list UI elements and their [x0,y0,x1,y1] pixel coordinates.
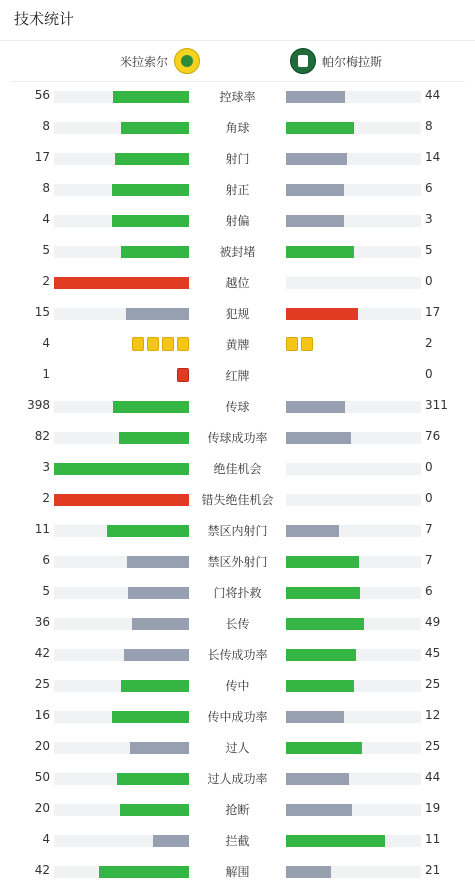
away-team-logo-icon [290,48,316,74]
stat-bar-fill [286,742,362,754]
away-stat-value: 25 [425,677,441,691]
home-stat-bar [54,153,189,165]
home-stat-bar [54,308,189,320]
away-stat-bar [286,494,421,506]
stat-label: 错失绝佳机会 [201,493,274,507]
home-stat-bar [54,711,189,723]
stat-row [0,236,475,267]
stat-bar-fill [112,184,189,196]
away-stat-bar [286,91,421,103]
stat-label: 门将扑救 [213,586,262,600]
home-stat-bar [54,525,189,537]
home-stat-value: 2 [42,274,50,288]
away-stat-value: 44 [425,770,441,784]
away-stat-bar [286,649,421,661]
away-stat-value: 2 [425,336,433,350]
away-stat-value: 7 [425,522,433,536]
stat-label: 传中 [225,679,250,693]
stat-bar-fill [119,432,189,444]
home-stat-value: 42 [34,646,50,660]
home-stat-value: 4 [42,336,50,350]
stat-bar-fill [286,401,345,413]
stat-label: 长传成功率 [207,648,268,662]
home-stat-bar [54,804,189,816]
home-stat-value: 4 [42,832,50,846]
yellow-card-icon [162,337,174,351]
stat-row [0,825,475,856]
stat-label: 传球成功率 [207,431,268,445]
stat-bar-fill [107,525,189,537]
stat-bar-fill [115,153,189,165]
stat-row [0,391,475,422]
home-stat-bar [54,246,189,258]
stat-label: 被封堵 [219,245,256,259]
away-stat-bar [286,215,421,227]
away-stat-bar [286,432,421,444]
home-stat-value: 4 [42,212,50,226]
stat-bar-fill [286,804,352,816]
away-stat-bar [286,773,421,785]
stat-label: 抢断 [225,803,250,817]
stat-bar-fill [286,680,354,692]
away-stat-value: 6 [425,181,433,195]
stat-bar-fill [286,773,349,785]
stat-row [0,360,475,391]
home-stat-value: 50 [34,770,50,784]
stat-row [0,112,475,143]
stat-label: 角球 [225,121,250,135]
home-stat-bar [54,742,189,754]
home-stat-value: 6 [42,553,50,567]
stat-bar-fill [286,866,331,878]
yellow-card-icon [286,337,298,351]
red-card-icon [177,368,189,382]
away-stat-bar [286,525,421,537]
stat-label: 黄牌 [225,338,250,352]
stat-row [0,670,475,701]
stat-bar-fill [132,618,189,630]
away-stat-bar [286,308,421,320]
away-stat-bar [286,742,421,754]
stat-row [0,267,475,298]
away-stat-bar [286,184,421,196]
home-stat-value: 2 [42,491,50,505]
away-stat-value: 44 [425,88,441,102]
stat-bar-fill [286,587,360,599]
stat-bar-fill [124,649,189,661]
home-stat-value: 16 [34,708,50,722]
stat-row [0,763,475,794]
away-stat-bar [286,618,421,630]
away-team-name: 帕尔梅拉斯 [322,54,383,69]
away-stat-value: 14 [425,150,441,164]
stat-bar-fill [286,649,356,661]
away-stat-value: 12 [425,708,441,722]
stat-row [0,205,475,236]
away-stat-bar [286,804,421,816]
home-stat-value: 82 [34,429,50,443]
stat-row [0,453,475,484]
stat-row [0,298,475,329]
away-stat-value: 76 [425,429,441,443]
stat-bar-fill [286,525,339,537]
stat-bar-fill [286,153,347,165]
home-stat-bar [54,122,189,134]
stat-bar-fill [286,215,344,227]
away-stat-value: 21 [425,863,441,877]
home-stat-value: 36 [34,615,50,629]
stat-bar-fill [286,556,359,568]
home-team-logo-icon [174,48,200,74]
home-stat-bar [54,215,189,227]
away-stat-value: 0 [425,367,433,381]
home-stat-bar [54,680,189,692]
stat-row [0,81,475,112]
stat-bar-fill [286,308,358,320]
home-stat-value: 56 [34,88,50,102]
home-stat-value: 3 [42,460,50,474]
stat-row [0,143,475,174]
home-team-name: 米拉索尔 [119,54,168,69]
stat-bar-fill [286,432,351,444]
home-team[interactable] [120,48,200,74]
stat-row [0,422,475,453]
stat-label: 射正 [225,183,250,197]
home-stat-value: 5 [42,243,50,257]
home-stat-bar [54,773,189,785]
home-stat-bar [54,835,189,847]
yellow-card-icon [177,337,189,351]
home-stat-bar [54,184,189,196]
page-title: 技术统计 [14,10,75,28]
stat-label: 犯规 [225,307,250,321]
stat-bar-fill [286,835,385,847]
stat-bar-fill [286,246,354,258]
stat-label: 过人成功率 [207,772,268,786]
stat-label: 拦截 [225,834,250,848]
home-stat-bar [54,649,189,661]
stat-row [0,577,475,608]
stat-label: 红牌 [225,369,250,383]
away-stat-value: 6 [425,584,433,598]
away-stat-value: 0 [425,460,433,474]
away-stat-bar [286,711,421,723]
away-stat-value: 8 [425,119,433,133]
away-stat-bar [286,587,421,599]
stat-label: 越位 [225,276,250,290]
stat-bar-fill [127,556,189,568]
stat-label: 绝佳机会 [213,462,262,476]
home-stat-bar [54,401,189,413]
away-stat-bar [286,401,421,413]
away-stat-bar [286,866,421,878]
stat-bar-fill [121,122,189,134]
stat-bar-fill [121,246,189,258]
away-stat-value: 25 [425,739,441,753]
home-stat-value: 11 [34,522,50,536]
stat-row [0,608,475,639]
home-stat-value: 8 [42,181,50,195]
away-team[interactable] [290,48,382,74]
away-stat-value: 311 [425,398,448,412]
away-stat-value: 49 [425,615,441,629]
away-stat-value: 5 [425,243,433,257]
stat-bar-fill [99,866,189,878]
stat-bar-fill [113,91,189,103]
home-stat-bar [54,463,189,475]
stat-label: 射门 [225,152,250,166]
home-cards [177,368,189,382]
stat-label: 解围 [225,865,250,879]
stat-bar-fill [286,91,345,103]
stat-row [0,174,475,205]
stat-bar-fill [54,494,189,506]
stat-bar-fill [120,804,189,816]
stat-bar-fill [112,711,189,723]
stat-bar-fill [286,184,344,196]
home-stat-bar [54,91,189,103]
home-stat-bar [54,618,189,630]
away-stat-bar [286,463,421,475]
stat-row [0,701,475,732]
away-stat-value: 7 [425,553,433,567]
stat-row [0,794,475,825]
away-stat-value: 17 [425,305,441,319]
yellow-card-icon [132,337,144,351]
stat-bar-fill [117,773,189,785]
home-cards [132,337,189,351]
away-stat-value: 0 [425,491,433,505]
stats-list [0,81,475,887]
home-stat-value: 1 [42,367,50,381]
home-stat-bar [54,277,189,289]
home-stat-bar [54,556,189,568]
stat-bar-fill [286,618,364,630]
stat-label: 禁区外射门 [207,555,268,569]
home-stat-value: 42 [34,863,50,877]
stat-row [0,515,475,546]
home-stat-value: 25 [34,677,50,691]
stat-label: 传球 [225,400,250,414]
home-stat-value: 8 [42,119,50,133]
stat-bar-fill [54,277,189,289]
stat-row [0,732,475,763]
yellow-card-icon [301,337,313,351]
stat-label: 传中成功率 [207,710,268,724]
home-stat-bar [54,432,189,444]
teams-header [10,40,465,80]
away-stat-value: 3 [425,212,433,226]
stat-bar-fill [112,215,189,227]
stat-bar-fill [286,711,344,723]
away-stat-value: 11 [425,832,441,846]
home-stat-value: 5 [42,584,50,598]
home-stat-bar [54,587,189,599]
away-stat-bar [286,277,421,289]
stat-bar-fill [54,463,189,475]
away-stat-bar [286,153,421,165]
away-stat-value: 0 [425,274,433,288]
away-stat-bar [286,246,421,258]
stat-label: 控球率 [219,90,256,104]
stat-bar-fill [130,742,189,754]
stat-row [0,484,475,515]
away-stat-bar [286,122,421,134]
stat-row [0,856,475,887]
stat-bar-fill [128,587,189,599]
stat-bar-fill [113,401,189,413]
away-stat-bar [286,680,421,692]
away-stat-value: 45 [425,646,441,660]
stat-label: 过人 [225,741,250,755]
stat-bar-fill [286,122,354,134]
away-stat-value: 19 [425,801,441,815]
stat-label: 禁区内射门 [207,524,268,538]
stat-row [0,329,475,360]
stat-label: 长传 [225,617,250,631]
home-stat-value: 20 [34,801,50,815]
yellow-card-icon [147,337,159,351]
home-stat-value: 20 [34,739,50,753]
home-stat-bar [54,494,189,506]
stat-bar-fill [126,308,189,320]
home-stat-value: 398 [27,398,50,412]
home-stat-value: 17 [34,150,50,164]
stat-row [0,639,475,670]
stat-row [0,546,475,577]
home-stat-value: 15 [34,305,50,319]
home-stat-bar [54,866,189,878]
stat-bar-fill [153,835,189,847]
stat-label: 射偏 [225,214,250,228]
away-stat-bar [286,556,421,568]
away-stat-bar [286,835,421,847]
away-cards [286,337,313,351]
stat-bar-fill [121,680,189,692]
